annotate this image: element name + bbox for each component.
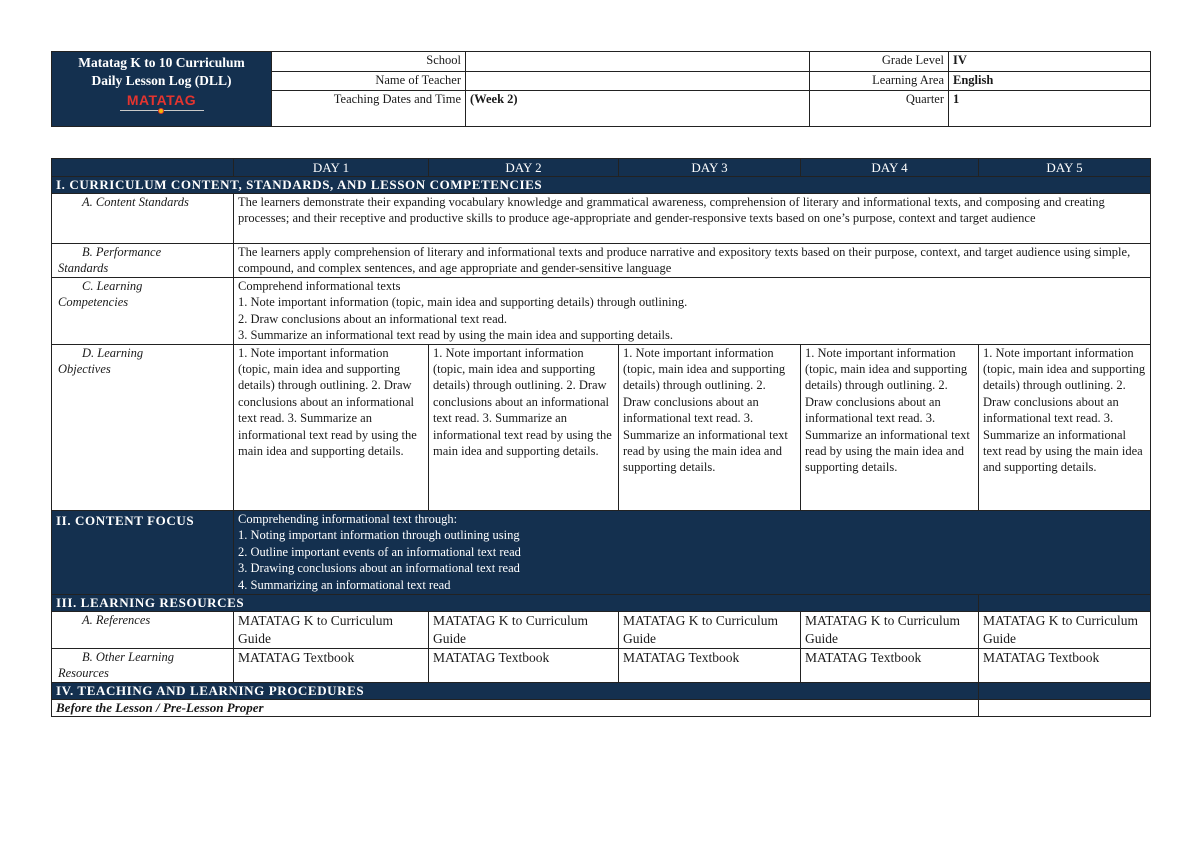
section-procedures-heading: IV. TEACHING AND LEARNING PROCEDURES — [52, 682, 979, 699]
section-content-focus-heading: II. CONTENT FOCUS — [52, 510, 234, 594]
other-resources-label: B. Other Learning Resources — [52, 648, 234, 682]
content-standards-label: A. Content Standards — [52, 194, 234, 244]
learning-competencies-text: Comprehend informational texts 1. Note important information (topic, main idea and supporting details) through outlining. 2. Draw conclusions about an informational text read. 3. Summarize an informational text read by using the main idea and supporting details. — [234, 278, 1151, 345]
day-1-header: DAY 1 — [234, 159, 429, 177]
curriculum-title: Matatag K to 10 Curriculum — [78, 55, 245, 70]
other-resources-day-4: MATATAG Textbook — [801, 648, 979, 682]
other-resources-day-1: MATATAG Textbook — [234, 648, 429, 682]
references-day-2: MATATAG K to Curriculum Guide — [429, 611, 619, 648]
other-resources-day-2: MATATAG Textbook — [429, 648, 619, 682]
section-curriculum-heading: I. CURRICULUM CONTENT, STANDARDS, AND LESSON COMPETENCIES — [52, 177, 1151, 194]
quarter-value[interactable]: 1 — [949, 91, 1151, 127]
section-procedures-day5 — [979, 682, 1151, 699]
references-day-3: MATATAG K to Curriculum Guide — [619, 611, 801, 648]
corner-cell — [52, 159, 234, 177]
school-field[interactable] — [466, 52, 810, 72]
content-standards-text: The learners demonstrate their expanding vocabulary knowledge and grammatical awareness, comprehension of literary and informational texts, and composing and creating processes; and their receptive and productive skills to produce age-appropriate and gender-responsive texts based on one’s purpose, context and target audience — [234, 194, 1151, 244]
dates-field[interactable]: (Week 2) — [466, 91, 810, 127]
content-focus-text: Comprehending informational text through: 1. Noting important information through outlining using 2. Outline important events of an informational text read 3. Drawing conclusions about an informational text read 4. Summarizing an informational text read — [234, 510, 1151, 594]
objectives-day-3: 1. Note important information (topic, main idea and supporting details) through outlining. 2. Draw conclusions about an informational text read. 3. Summarize an informational text read by using the main idea and supporting details. — [619, 344, 801, 510]
lesson-log-table — [51, 158, 1151, 717]
header-table — [51, 51, 1151, 127]
day-3-header: DAY 3 — [619, 159, 801, 177]
references-label: A. References — [52, 611, 234, 648]
before-lesson-day5 — [979, 699, 1151, 716]
other-resources-day-5: MATATAG Textbook — [979, 648, 1151, 682]
references-day-4: MATATAG K to Curriculum Guide — [801, 611, 979, 648]
day-header-row — [52, 159, 1151, 177]
learning-competencies-label: C. Learning Competencies — [52, 278, 234, 345]
teacher-label: Name of Teacher — [272, 71, 466, 91]
references-day-1: MATATAG K to Curriculum Guide — [234, 611, 429, 648]
before-lesson-heading: Before the Lesson / Pre-Lesson Proper — [52, 699, 979, 716]
dll-title: Daily Lesson Log (DLL) — [91, 73, 232, 88]
day-4-header: DAY 4 — [801, 159, 979, 177]
performance-standards-label: B. Performance Standards — [52, 244, 234, 278]
quarter-label: Quarter — [810, 91, 949, 127]
objectives-day-1: 1. Note important information (topic, main idea and supporting details) through outlining. 2. Draw conclusions about an informational text read. 3. Summarize an informational text read by using the main idea and supporting details. — [234, 344, 429, 510]
learning-area-value[interactable]: English — [949, 71, 1151, 91]
objectives-day-5: 1. Note important information (topic, main idea and supporting details) through outlining. 2. Draw conclusions about an informational text read. 3. Summarize an informational text read by using the main idea and supporting details. — [979, 344, 1151, 510]
grade-level-label: Grade Level — [810, 52, 949, 72]
dates-label: Teaching Dates and Time — [272, 91, 466, 127]
matatag-logo: MATATAG — [126, 92, 197, 108]
learning-area-label: Learning Area — [810, 71, 949, 91]
brand-cell — [52, 52, 272, 127]
grade-level-value[interactable]: IV — [949, 52, 1151, 72]
other-resources-day-3: MATATAG Textbook — [619, 648, 801, 682]
performance-standards-text: The learners apply comprehension of literary and informational texts and produce narrative and expository texts based on their purpose, context, and target audience using simple, compound, and complex sentences, and age appropriate and gender-sensitive language — [234, 244, 1151, 278]
references-day-5: MATATAG K to Curriculum Guide — [979, 611, 1151, 648]
objectives-day-4: 1. Note important information (topic, main idea and supporting details) through outlining. 2. Draw conclusions about an informational text read. 3. Summarize an informational text read by using the main idea and supporting details. — [801, 344, 979, 510]
section-learning-resources-day5 — [979, 594, 1151, 611]
teacher-field[interactable] — [466, 71, 810, 91]
objectives-day-2: 1. Note important information (topic, main idea and supporting details) through outlining. 2. Draw conclusions about an informational text read. 3. Summarize an informational text read by using the main idea and supporting details. — [429, 344, 619, 510]
day-5-header: DAY 5 — [979, 159, 1151, 177]
logo-emblem-icon — [120, 108, 204, 114]
learning-objectives-label: D. Learning Objectives — [52, 344, 234, 510]
section-learning-resources-heading: III. LEARNING RESOURCES — [52, 594, 979, 611]
school-label: School — [272, 52, 466, 72]
day-2-header: DAY 2 — [429, 159, 619, 177]
